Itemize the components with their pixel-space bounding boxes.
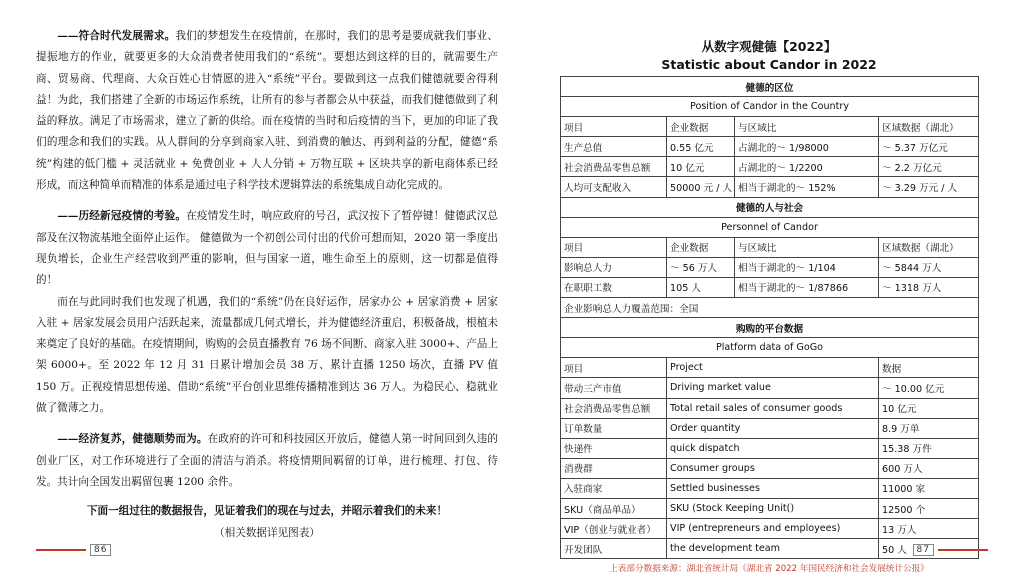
table-row [561,177,979,197]
page-number: 87 [913,544,934,556]
table-cell: 0.55 亿元 [667,137,735,157]
table-cell: 11000 家 [879,478,979,498]
paragraph-text: 我们的梦想发生在疫情前，在那时，我们的思考是要成就我们事业、提振地方的作业，就要更多的大众消费者使用我们的“系统”。要想达到这样的目的，就需要生产商、贸易商、代理商、大众百姓心甘情愿的进入“系统”平台。要做到这一点我们健德就要舍得利益！为此，我们搭建了全新的市场运作系统，让所有的参与者都会从中获益，而我们健德做到了利益的释放。满足了市场需求，建立了新的供给。而在疫情的当时和后疫情的当下，更加的印证了我们的理念和我们的实践。从人群间的分享到商家入驻、到消费的触达、再到利益的分配，健德“系统”构建的低门槛 + 灵活就业 + 免费创业 + 人人分销 + 万物互联 + 区块共享的新电商体系已经形成，而这种简单而精准的体系是通过电子科学技术逻辑算法的系统集成自动化完成的。 [36,30,499,192]
table-cell: 企业数据 [667,117,735,137]
table-row [561,117,979,137]
footer-rule [938,549,988,551]
table-cell: ～ 5.37 万亿元 [879,137,979,157]
paragraph-4 [36,429,498,493]
table-row [561,237,979,257]
table-cell: quick dispatch [667,438,879,458]
page-number: 86 [90,544,111,556]
table-cell: 占湖北的～ 1/2200 [735,157,879,177]
table-cell: 带动三产市值 [561,378,667,398]
table-cell: 15.38 万件 [879,438,979,458]
closing-block [36,500,498,544]
table-cell: ～ 1318 万人 [879,277,979,297]
table-cell: ～ 56 万人 [667,257,735,277]
left-page-footer [36,543,111,557]
paragraph-text: 在政府的许可和科技园区开放后，健德人第一时间回到久违的创业厂区，对工作环境进行了全面的清洁与消杀。将疫情期间羁留的订单，进行梳理、打包、待发。共计向全国发出羁留包裹 1200 余件。 [36,433,498,488]
table-cell: 600 万人 [879,458,979,478]
table-row [561,519,979,539]
table-cell: Order quantity [667,418,879,438]
table-row [561,378,979,398]
source-note: 上表部分数据来源：湖北省统计局《湖北省 2022 年国民经济和社会发展统计公报》 [609,564,929,574]
section-heading-cn: 购购的平台数据 [561,318,979,338]
table-cell: 区域数据（湖北） [879,237,979,257]
table-cell: 消费群 [561,458,667,478]
table-row [561,257,979,277]
table-cell: 10 亿元 [879,398,979,418]
table-row [561,137,979,157]
table-cell: 相当于湖北的～ 1/87866 [735,277,879,297]
table-row [561,498,979,518]
table-cell: ～ 2.2 万亿元 [879,157,979,177]
table-cell: 105 人 [667,277,735,297]
table-cell: 入驻商家 [561,478,667,498]
table-cell: 项目 [561,358,667,378]
paragraph-3 [36,292,498,420]
table-cell: 相当于湖北的～ 152% [735,177,879,197]
paragraph-heading: ——经济复苏，健德顺势而为。 [57,433,208,446]
table-cell: VIP (entrepreneurs and employees) [667,519,879,539]
table-note: 企业影响总人力覆盖范围：全国 [561,298,979,318]
stats-title-cn: 从数字观健德【2022】 [701,39,837,54]
section-heading-row [561,97,979,117]
table-cell: Driving market value [667,378,879,398]
table-cell: 8.9 万单 [879,418,979,438]
table-cell: 12500 个 [879,498,979,518]
section-heading-cn: 健德的人与社会 [561,197,979,217]
table-cell: 社会消费品零售总额 [561,157,667,177]
section-heading-row [561,338,979,358]
paragraph-heading: ——符合时代发展需求。 [57,30,176,42]
paragraph-heading: ——历经新冠疫情的考验。 [57,210,187,223]
paragraph-text: 在疫情发生时，响应政府的号召，武汉按下了暂停键！健德武汉总部及在汉物流基地全面停止运作。 健德做为一个初创公司付出的代价可想而知，2020 第一季度出现负增长，企业生产经营收到严重的影响，但与国家一道，唯生命至上的原则，这一切都是值得的！ [36,210,499,287]
table-cell: 企业数据 [667,237,735,257]
table-cell: 区域数据（湖北） [879,117,979,137]
table-cell: 社会消费品零售总额 [561,398,667,418]
section-heading-row [561,197,979,217]
table-row [561,277,979,297]
table-row [561,398,979,418]
section-heading-en: Position of Candor in the Country [561,97,979,117]
table-cell: Project [667,358,879,378]
table-cell: Settled businesses [667,478,879,498]
table-cell: Consumer groups [667,458,879,478]
table-cell: Total retail sales of consumer goods [667,398,879,418]
right-page-footer [909,543,988,557]
table-row [561,418,979,438]
table-cell: 相当于湖北的～ 1/104 [735,257,879,277]
section-heading-row [561,77,979,97]
table-row [561,298,979,318]
paragraph-2 [36,206,498,291]
section-heading-en: Platform data of GoGo [561,338,979,358]
table-row [561,458,979,478]
table-cell: 50 人 [879,539,979,559]
table-cell: 项目 [561,237,667,257]
table-cell: VIP（创业与就业者） [561,519,667,539]
table-cell: ～ 5844 万人 [879,257,979,277]
table-cell: SKU (Stock Keeping Unit() [667,498,879,518]
table-cell: 50000 元 / 人 [667,177,735,197]
table-cell: 影响总人力 [561,257,667,277]
paragraph-text: 而在与此同时我们也发现了机遇，我们的“系统”仍在良好运作，居家办公 + 居家消费 + 居家入驻 + 居家发展会员用户活跃起来，流量都成几何式增长，并为健德经济重启，积极备战，根植未来奠定了良好的基础。在疫情期间，购购的会员直播教育 76 场不间断、商家入驻 3000+、产品上架 6000+。至 2022 年 12 月 31 日累计增加会员 38 万、累计直播 1250 场次，直播 PV 值 150 万。正视疫情思想传递、借助“系统”平台创业思维传播精准到达 36 万人。为稳民心、稳就业做了微薄之力。 [36,295,498,415]
table-cell: 项目 [561,117,667,137]
stats-title-en: Statistic about Candor in 2022 [661,57,877,72]
table-cell: 人均可支配收入 [561,177,667,197]
table-cell: 占湖北的～ 1/98000 [735,137,879,157]
table-cell: 与区域比 [735,117,879,137]
table-cell: 10 亿元 [667,157,735,177]
footer-rule [36,549,86,551]
section-heading-cn: 健德的区位 [561,77,979,97]
table-cell: 订单数量 [561,418,667,438]
table-cell: SKU（商品单品） [561,498,667,518]
section-heading-row [561,217,979,237]
table-cell: 13 万人 [879,519,979,539]
table-row [561,157,979,177]
left-page-body [36,26,498,493]
table-row [561,438,979,458]
table-cell: the development team [667,539,879,559]
table-cell: ～ 10.00 亿元 [879,378,979,398]
table-cell: 快递件 [561,438,667,458]
right-page-stats [560,38,978,574]
closing-line: 下面一组过往的数据报告，见证着我们的现在与过去，并昭示着我们的未来！ [86,505,448,517]
section-heading-en: Personnel of Candor [561,217,979,237]
table-row [561,358,979,378]
table-cell: 数据 [879,358,979,378]
table-row [561,478,979,498]
table-cell: 生产总值 [561,137,667,157]
table-cell: ～ 3.29 万元 / 人 [879,177,979,197]
closing-note: （相关数据详见图表） [214,527,320,539]
section-heading-row [561,318,979,338]
table-cell: 开发团队 [561,539,667,559]
stats-table [560,76,979,559]
paragraph-1 [36,26,498,196]
table-cell: 在职职工数 [561,277,667,297]
table-cell: 与区域比 [735,237,879,257]
